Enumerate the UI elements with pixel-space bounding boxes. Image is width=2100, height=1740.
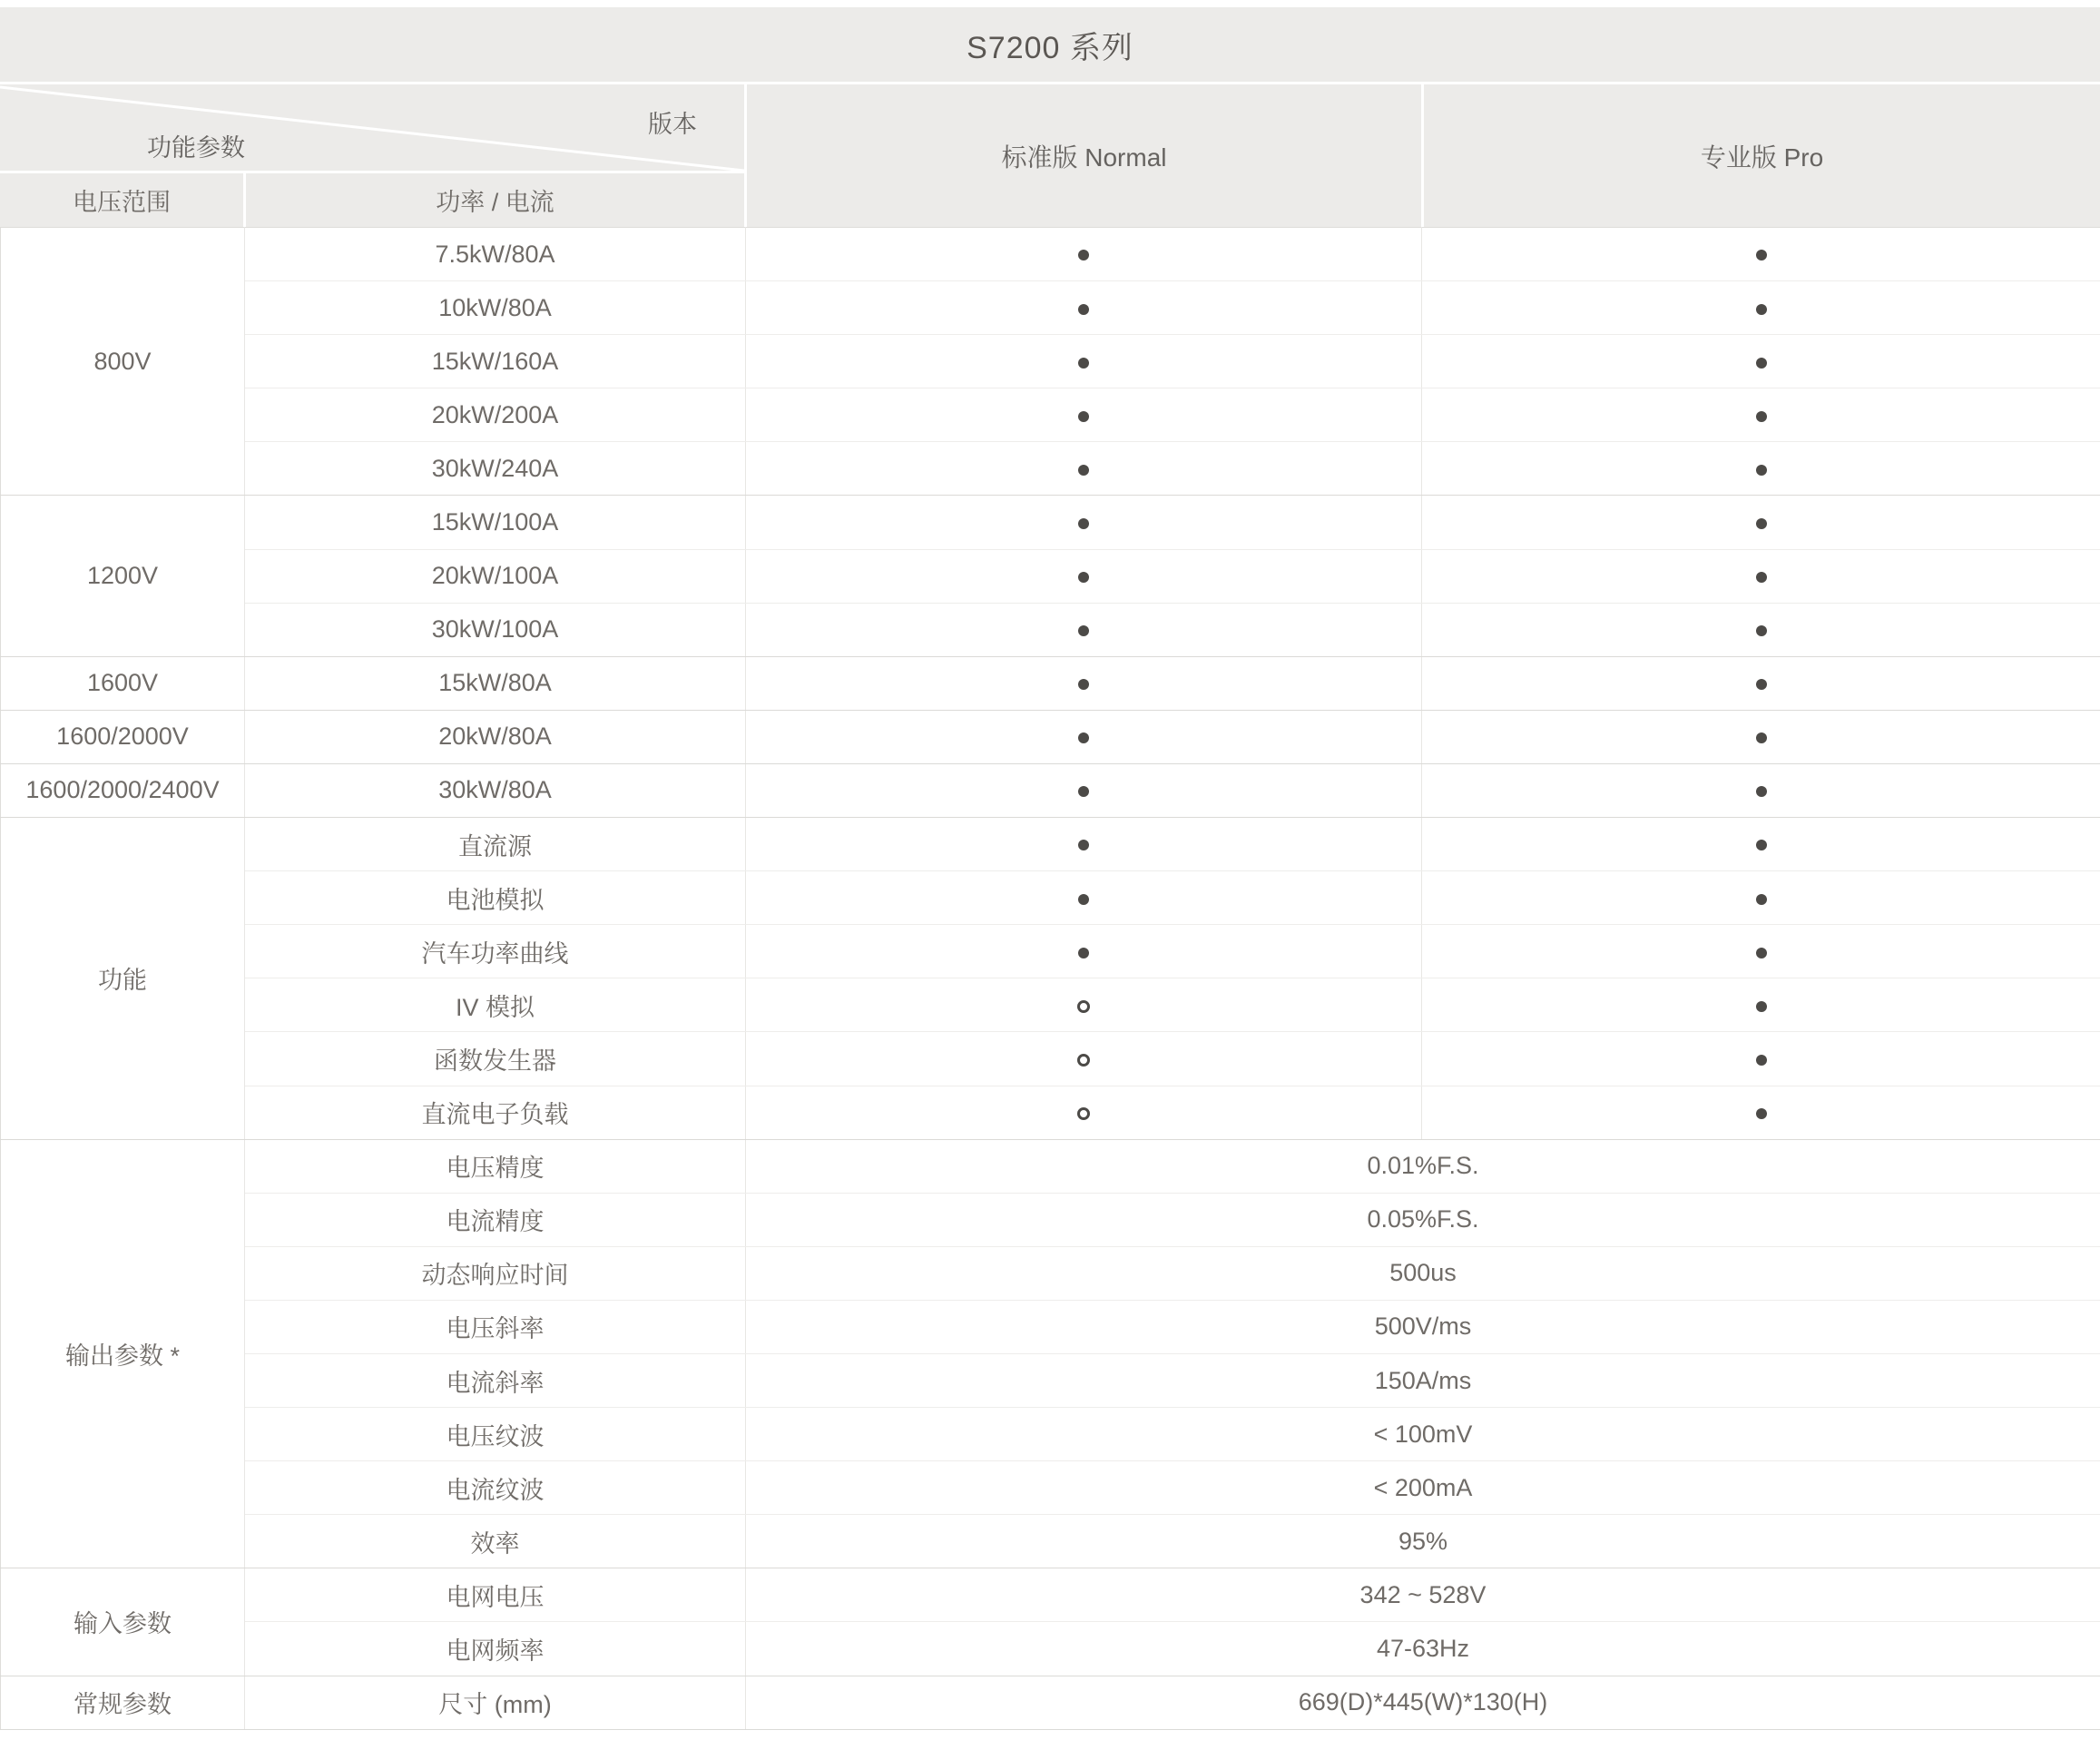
- spec-value-cell: 47-63Hz: [746, 1622, 2100, 1676]
- voltage-group-cell: 800V: [1, 228, 245, 496]
- param-label-cell: IV 模拟: [245, 978, 746, 1032]
- normal-dot-cell: [746, 281, 1422, 335]
- table-row: [1, 228, 2100, 281]
- function-params-corner-label: 功能参数: [147, 134, 245, 162]
- param-label-cell: 电流斜率: [245, 1353, 746, 1407]
- filled-dot-icon: [1756, 625, 1767, 636]
- series-title-text: S7200 系列: [967, 30, 1133, 65]
- param-label-cell: 30kW/80A: [245, 763, 746, 817]
- normal-dot-cell: [746, 871, 1422, 925]
- table-row: [1, 442, 2100, 496]
- param-label-cell: 20kW/100A: [245, 549, 746, 603]
- normal-dot-cell: [746, 763, 1422, 817]
- voltage-group-cell: 1200V: [1, 496, 245, 656]
- filled-dot-icon: [1078, 572, 1089, 583]
- voltage-group-cell: 输出参数 *: [1, 1139, 245, 1568]
- table-row: [1, 656, 2100, 710]
- table-row: [1, 763, 2100, 817]
- spec-value-cell: 95%: [746, 1515, 2100, 1568]
- table-row: [1, 603, 2100, 656]
- param-label-cell: 7.5kW/80A: [245, 228, 746, 281]
- spec-value-cell: 0.05%F.S.: [746, 1193, 2100, 1246]
- pro-dot-cell: [1422, 656, 2100, 710]
- spec-value-cell: 500us: [746, 1246, 2100, 1300]
- table-row: [1, 1193, 2100, 1246]
- param-label-cell: 电压纹波: [245, 1408, 746, 1461]
- page-title: [0, 7, 2100, 82]
- pro-dot-cell: [1422, 710, 2100, 763]
- param-label-cell: 效率: [245, 1515, 746, 1568]
- filled-dot-icon: [1756, 840, 1767, 850]
- pro-dot-cell: [1422, 549, 2100, 603]
- table-row: [1, 1461, 2100, 1515]
- voltage-range-header: 电压范围: [0, 173, 243, 227]
- pro-dot-cell: [1422, 763, 2100, 817]
- table-row: [1, 1300, 2100, 1353]
- spec-value-cell: 500V/ms: [746, 1300, 2100, 1353]
- power-current-header: 功率 / 电流: [246, 173, 744, 227]
- pro-dot-cell: [1422, 925, 2100, 978]
- table-row: [1, 388, 2100, 442]
- filled-dot-icon: [1078, 625, 1089, 636]
- normal-dot-cell: [746, 978, 1422, 1032]
- filled-dot-icon: [1756, 1055, 1767, 1066]
- table-header: [0, 82, 2100, 227]
- normal-dot-cell: [746, 710, 1422, 763]
- table-row: [1, 871, 2100, 925]
- voltage-group-cell: 输入参数: [1, 1568, 245, 1676]
- pro-dot-cell: [1422, 388, 2100, 442]
- normal-dot-cell: [746, 656, 1422, 710]
- normal-dot-cell: [746, 549, 1422, 603]
- param-label-cell: 动态响应时间: [245, 1246, 746, 1300]
- param-label-cell: 直流电子负载: [245, 1086, 746, 1139]
- pro-dot-cell: [1422, 603, 2100, 656]
- param-label-cell: 15kW/160A: [245, 335, 746, 388]
- table-row: [1, 978, 2100, 1032]
- table-row: [1, 1246, 2100, 1300]
- normal-dot-cell: [746, 335, 1422, 388]
- voltage-group-cell: 1600/2000V: [1, 710, 245, 763]
- filled-dot-icon: [1756, 948, 1767, 958]
- table-row: [1, 818, 2100, 871]
- filled-dot-icon: [1756, 518, 1767, 529]
- filled-dot-icon: [1756, 786, 1767, 797]
- pro-dot-cell: [1422, 335, 2100, 388]
- pro-dot-cell: [1422, 818, 2100, 871]
- param-label-cell: 电流精度: [245, 1193, 746, 1246]
- hollow-dot-icon: [1077, 1000, 1090, 1013]
- pro-dot-cell: [1422, 978, 2100, 1032]
- table-row: [1, 1622, 2100, 1676]
- spec-value-cell: 342 ~ 528V: [746, 1568, 2100, 1622]
- normal-dot-cell: [746, 1032, 1422, 1086]
- voltage-group-cell: 功能: [1, 818, 245, 1140]
- param-label-cell: 电压精度: [245, 1139, 746, 1193]
- param-label-cell: 30kW/100A: [245, 603, 746, 656]
- param-label-cell: 直流源: [245, 818, 746, 871]
- filled-dot-icon: [1078, 840, 1089, 850]
- voltage-group-cell: 常规参数: [1, 1676, 245, 1729]
- table-row: [1, 549, 2100, 603]
- voltage-group-cell: 1600V: [1, 656, 245, 710]
- diagonal-header-cell: [0, 84, 744, 171]
- param-label-cell: 电网电压: [245, 1568, 746, 1622]
- param-label-cell: 电流纹波: [245, 1461, 746, 1515]
- table-row: [1, 1515, 2100, 1568]
- param-label-cell: 15kW/100A: [245, 496, 746, 549]
- spec-value-cell: < 200mA: [746, 1461, 2100, 1515]
- table-row: [1, 496, 2100, 549]
- filled-dot-icon: [1078, 250, 1089, 261]
- filled-dot-icon: [1756, 572, 1767, 583]
- table-row: [1, 925, 2100, 978]
- param-label-cell: 15kW/80A: [245, 656, 746, 710]
- pro-dot-cell: [1422, 496, 2100, 549]
- pro-dot-cell: [1422, 442, 2100, 496]
- filled-dot-icon: [1756, 358, 1767, 369]
- param-label-cell: 电池模拟: [245, 871, 746, 925]
- voltage-group-cell: 1600/2000/2400V: [1, 763, 245, 817]
- param-label-cell: 电网频率: [245, 1622, 746, 1676]
- normal-dot-cell: [746, 496, 1422, 549]
- filled-dot-icon: [1078, 465, 1089, 476]
- normal-dot-cell: [746, 603, 1422, 656]
- normal-dot-cell: [746, 818, 1422, 871]
- filled-dot-icon: [1756, 465, 1767, 476]
- param-label-cell: 30kW/240A: [245, 442, 746, 496]
- pro-dot-cell: [1422, 1086, 2100, 1139]
- param-label-cell: 电压斜率: [245, 1300, 746, 1353]
- normal-dot-cell: [746, 1086, 1422, 1139]
- hollow-dot-icon: [1077, 1054, 1090, 1067]
- table-row: [1, 710, 2100, 763]
- spec-value-cell: 669(D)*445(W)*130(H): [746, 1676, 2100, 1729]
- filled-dot-icon: [1078, 518, 1089, 529]
- table-row: [1, 1568, 2100, 1622]
- hollow-dot-icon: [1077, 1107, 1090, 1120]
- normal-dot-cell: [746, 442, 1422, 496]
- normal-version-header: 标准版 Normal: [747, 84, 1421, 227]
- normal-dot-cell: [746, 925, 1422, 978]
- normal-dot-cell: [746, 228, 1422, 281]
- filled-dot-icon: [1078, 679, 1089, 690]
- table-row: [1, 1032, 2100, 1086]
- pro-dot-cell: [1422, 228, 2100, 281]
- filled-dot-icon: [1756, 304, 1767, 315]
- param-label-cell: 汽车功率曲线: [245, 925, 746, 978]
- table-row: [1, 1353, 2100, 1407]
- filled-dot-icon: [1756, 1001, 1767, 1012]
- table-row: [1, 1676, 2100, 1729]
- param-label-cell: 20kW/80A: [245, 710, 746, 763]
- table-row: [1, 1139, 2100, 1193]
- filled-dot-icon: [1078, 732, 1089, 743]
- filled-dot-icon: [1756, 411, 1767, 422]
- version-corner-label: 版本: [648, 111, 697, 138]
- spec-table: [0, 227, 2100, 1730]
- filled-dot-icon: [1078, 411, 1089, 422]
- param-label-cell: 尺寸 (mm): [245, 1676, 746, 1729]
- pro-dot-cell: [1422, 871, 2100, 925]
- param-label-cell: 函数发生器: [245, 1032, 746, 1086]
- pro-dot-cell: [1422, 1032, 2100, 1086]
- filled-dot-icon: [1756, 250, 1767, 261]
- spec-value-cell: < 100mV: [746, 1408, 2100, 1461]
- filled-dot-icon: [1078, 948, 1089, 958]
- diagonal-divider: [0, 84, 744, 171]
- pro-version-header: 专业版 Pro: [1424, 84, 2100, 227]
- spec-value-cell: 0.01%F.S.: [746, 1139, 2100, 1193]
- filled-dot-icon: [1078, 894, 1089, 905]
- param-label-cell: 20kW/200A: [245, 388, 746, 442]
- table-row: [1, 1408, 2100, 1461]
- filled-dot-icon: [1756, 1108, 1767, 1119]
- normal-dot-cell: [746, 388, 1422, 442]
- filled-dot-icon: [1756, 894, 1767, 905]
- table-row: [1, 335, 2100, 388]
- param-label-cell: 10kW/80A: [245, 281, 746, 335]
- filled-dot-icon: [1078, 786, 1089, 797]
- filled-dot-icon: [1756, 679, 1767, 690]
- filled-dot-icon: [1078, 358, 1089, 369]
- table-row: [1, 281, 2100, 335]
- spec-value-cell: 150A/ms: [746, 1353, 2100, 1407]
- table-row: [1, 1086, 2100, 1139]
- filled-dot-icon: [1078, 304, 1089, 315]
- filled-dot-icon: [1756, 732, 1767, 743]
- pro-dot-cell: [1422, 281, 2100, 335]
